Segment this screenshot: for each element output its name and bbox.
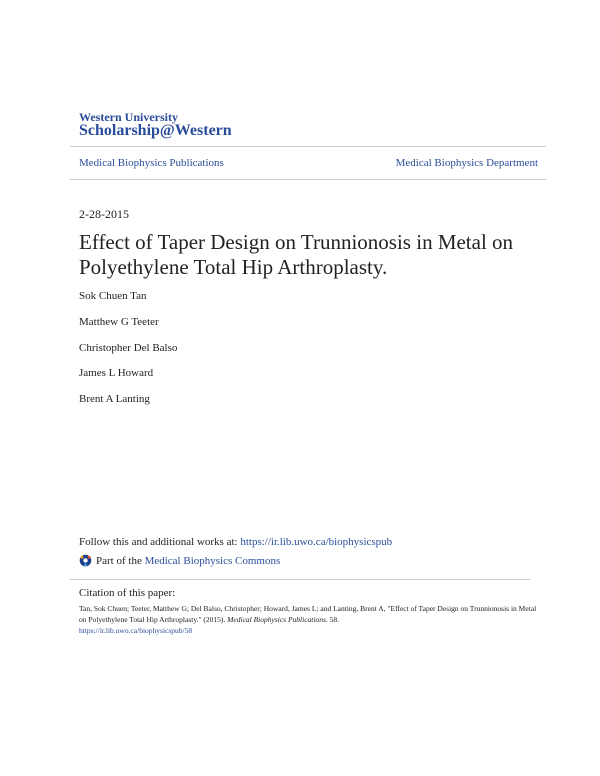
author-1: Sok Chuen Tan: [79, 290, 147, 302]
citation-url-link[interactable]: https://ir.lib.uwo.ca/biophysicspub/58: [79, 626, 193, 635]
citation-heading: Citation of this paper:: [79, 587, 176, 599]
citation-journal: Medical Biophysics Publications: [227, 615, 326, 624]
author-3: Christopher Del Balso: [79, 342, 178, 354]
citation-text: Tan, Sok Chuen; Teeter, Matthew G; Del Balso, Christopher; Howard, James L; and Lanting, Brent A, "Effect of Taper Design on Trunnionosis in Metal on Polyethylene Total Hip Arthroplasty." (2015).: [79, 604, 537, 624]
author-5: Brent A Lanting: [79, 393, 150, 405]
institution-name[interactable]: Western University: [79, 110, 178, 124]
author-2: Matthew G Teeter: [79, 316, 159, 328]
header-divider: [70, 146, 546, 147]
author-4: James L Howard: [79, 367, 154, 379]
collection-link[interactable]: Medical Biophysics Publications: [79, 157, 224, 169]
follow-url-link[interactable]: https://ir.lib.uwo.ca/biophysicspub: [240, 536, 393, 548]
citation-number: . 58.: [325, 615, 340, 624]
network-icon: [79, 554, 92, 567]
follow-line: [79, 536, 392, 548]
follow-text: Follow this and additional works at:: [79, 536, 241, 548]
part-of-line: [79, 554, 280, 567]
citation-divider: [70, 579, 530, 580]
nav-divider: [70, 179, 546, 180]
publication-date: 2-28-2015: [79, 207, 129, 221]
department-link[interactable]: Medical Biophysics Department: [395, 157, 538, 169]
commons-link[interactable]: Medical Biophysics Commons: [144, 554, 281, 567]
paper-title: Effect of Taper Design on Trunnionosis in Metal on Polyethylene Total Hip Arthroplasty.: [79, 230, 514, 279]
citation-body: [79, 603, 539, 636]
partof-text: Part of the: [96, 554, 145, 567]
repository-name[interactable]: Scholarship@Western: [79, 122, 232, 139]
